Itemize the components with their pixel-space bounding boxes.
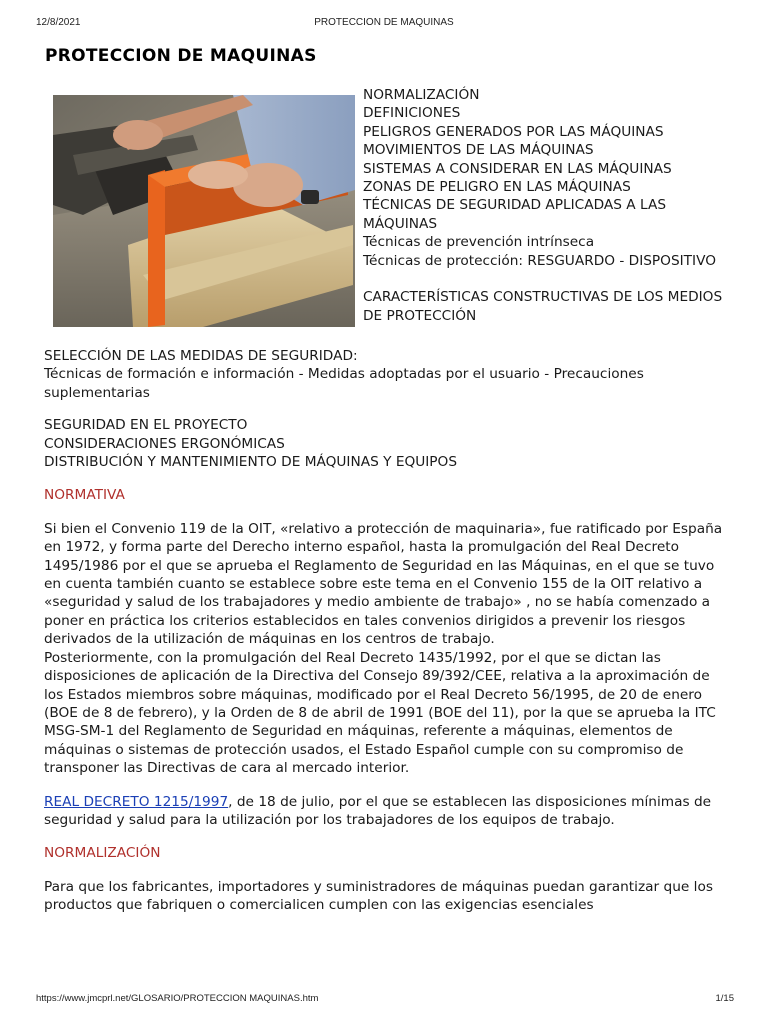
print-date: 12/8/2021	[36, 17, 81, 28]
machine-guard-illustration	[53, 95, 355, 327]
normalizacion-heading: NORMALIZACIÓN	[44, 845, 161, 862]
normativa-heading: NORMATIVA	[44, 487, 125, 504]
real-decreto-link[interactable]: REAL DECRETO 1215/1997	[44, 793, 229, 810]
toc-item-movimientos: MOVIMIENTOS DE LAS MÁQUINAS	[363, 142, 594, 159]
consideraciones-ergonomicas: CONSIDERACIONES ERGONÓMICAS	[44, 435, 285, 452]
machine-guard-photo	[53, 95, 355, 327]
real-decreto-text: , de 18 de julio, por el que se establecen las disposiciones mínimas de seguridad y salud para la utilización por los trabajadores de los equipos de trabajo.	[44, 793, 712, 828]
toc-item-sistemas: SISTEMAS A CONSIDERAR EN LAS MÁQUINAS	[363, 160, 672, 177]
toc-item-proteccion: Técnicas de protección: RESGUARDO - DISPOSITIVO	[363, 252, 716, 269]
distribucion-mantenimiento: DISTRIBUCIÓN Y MANTENIMIENTO DE MÁQUINAS Y EQUIPOS	[44, 454, 458, 471]
page-number: 1/15	[715, 993, 734, 1004]
print-title: PROTECCION DE MAQUINAS	[314, 17, 454, 28]
normativa-paragraph-1: Si bien el Convenio 119 de la OIT, «relativo a protección de maquinaria», fue ratificado por España en 1972, y forma parte del Derecho interno español, hasta la promulgación del Real Decreto 1495/1986 por el que se aprueba el Reglamento de Seguridad en las Máquinas, en el que se tuvo en cuenta también cuanto se establece sobre este tema en el Convenio 155 de la OIT relativo a «seguridad y salud de los trabajadores y medio ambiente de trabajo» , no se había comenzado a poner en práctica los criterios establecidos en tales convenios dirigidos a prevenir los riesgos derivados de la utilización de máquinas en los centros de trabajo.	[44, 520, 723, 648]
main-content	[44, 347, 728, 915]
seguridad-proyecto: SEGURIDAD EN EL PROYECTO	[44, 417, 248, 434]
normativa-paragraph-2: Posteriormente, con la promulgación del Real Decreto 1435/1992, por el que se dictan las disposiciones de aplicación de la Directiva del Consejo 89/392/CEE, relativa a la aproximación de los Estados miembros sobre máquinas, modificado por el Real Decreto 56/1995, de 20 de enero (BOE de 8 de febrero), y la Orden de 8 de abril de 1991 (BOE del 11), por la que se aprueba la ITC MSG-SM-1 del Reglamento de Seguridad en máquinas, referente a máquinas, elementos de máquinas o sistemas de protección usados, el Estado Español cumple con su compromiso de transponer las Directivas de cara al mercado interior.	[44, 649, 716, 777]
seleccion-title: SELECCIÓN DE LAS MEDIDAS DE SEGURIDAD:	[44, 348, 358, 364]
toc-item-caracteristicas: CARACTERÍSTICAS CONSTRUCTIVAS DE LOS MEDIOS DE PROTECCIÓN	[363, 289, 723, 324]
page-title: PROTECCION DE MAQUINAS	[45, 46, 317, 66]
real-decreto-paragraph	[44, 793, 728, 830]
toc-item-peligros: PELIGROS GENERADOS POR LAS MÁQUINAS	[363, 123, 664, 140]
print-url: https://www.jmcprl.net/GLOSARIO/PROTECCION MAQUINAS.htm	[36, 993, 319, 1004]
table-of-contents	[363, 86, 725, 325]
toc-item-zonas: ZONAS DE PELIGRO EN LAS MÁQUINAS	[363, 179, 631, 196]
toc-item-prevencion: Técnicas de prevención intrínseca	[363, 234, 595, 251]
normalizacion-paragraph: Para que los fabricantes, importadores y suministradores de máquinas puedan garantizar que los productos que fabriquen o comercialicen cumplen con las exigencias esenciales	[44, 878, 713, 914]
toc-item-definiciones: DEFINICIONES	[363, 105, 461, 122]
seleccion-text: Técnicas de formación e información - Medidas adoptadas por el usuario - Precauciones suplementarias	[44, 366, 644, 401]
toc-item-tecnicas: TÉCNICAS DE SEGURIDAD APLICADAS A LAS MÁQUINAS	[363, 197, 667, 232]
toc-item-normalizacion: NORMALIZACIÓN	[363, 87, 480, 103]
